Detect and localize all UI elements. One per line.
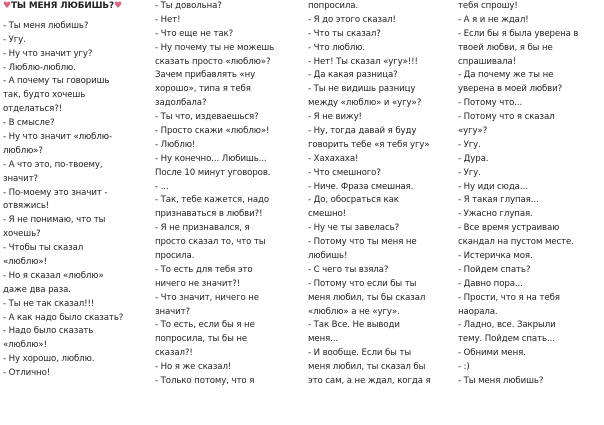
text-column-4 [458, 0, 604, 389]
dialogue-line: - Надо было сказать [3, 326, 94, 337]
dialogue-line: скандал на пустом месте. [458, 237, 574, 248]
dialogue-line: - Ниче. Фраза смешная. [308, 181, 414, 192]
dialogue-line: спрашивала! [458, 56, 516, 67]
dialogue-line: - Ты что, издеваешься? [155, 112, 259, 123]
dialogue-line: - Ну че ты завелась? [308, 223, 400, 234]
dialogue-line: - Ну конечно... Любишь... [155, 153, 267, 164]
dialogue-line: - Что значит, ничего не [155, 292, 259, 303]
dialogue-line: - Но я же сказал! [155, 362, 232, 373]
title-line [3, 0, 143, 14]
dialogue-line: - Ну что значит угу? [3, 48, 93, 59]
dialogue-line: между «люблю» и «угу»? [308, 98, 422, 109]
dialogue-line: - Потому что... [458, 98, 523, 109]
dialogue-line: - Угу. [458, 139, 481, 150]
dialogue-line: люблю»? [3, 145, 43, 156]
dialogue-line: - Только потому, что я [155, 376, 255, 387]
dialogue-line: - Так Все. Не выводи [308, 320, 400, 331]
dialogue-line: - Но я сказал «люблю» [3, 270, 104, 281]
dialogue-line: «угу»? [458, 126, 488, 137]
dialogue-line: - :) [458, 362, 470, 373]
dialogue-line: - Угу. [3, 34, 26, 45]
dialogue-line: - То есть для тебя это [155, 264, 253, 275]
dialogue-line: меня любил, ты сказал бы [308, 362, 426, 373]
dialogue-line: - Нет! Ты сказал «угу»!!! [308, 56, 418, 67]
dialogue-line: - Потому что ты меня не [308, 237, 417, 248]
dialogue-line: сказать просто «люблю»? [155, 56, 271, 67]
dialogue-line: тему. Пойдем спать... [458, 334, 555, 345]
dialogue-line: твоей любви, я бы не [458, 42, 553, 53]
dialogue-line: значит? [3, 173, 38, 184]
dialogue-line: - Истеричка моя. [458, 251, 533, 262]
heart-icon: ♥ [113, 1, 122, 11]
dialogue-line: хорошо», типа я тебя [155, 84, 251, 95]
dialogue-line: - Ну почему ты не можешь [155, 42, 275, 53]
dialogue-line: «люблю» а не «угу». [308, 306, 400, 317]
dialogue-line: - Хахахаха! [308, 153, 359, 164]
dialogue-line: - Если бы я была уверена в [458, 28, 579, 39]
dialogue-line: - Давно пора... [458, 278, 523, 289]
dialogue-line: «люблю»! [3, 257, 47, 268]
dialogue-line: - В смысле? [3, 118, 55, 129]
dialogue-line: - Я не понимаю, что ты [3, 215, 106, 226]
dialogue-line: - Потому что я сказал [458, 112, 555, 123]
dialogue-line: - Ну иди сюда... [458, 181, 528, 192]
dialogue-line: - Ладно, все. Закрыли [458, 320, 556, 331]
dialogue-line: После 10 минут уговоров. [155, 167, 271, 178]
dialogue-line: - Ужасно глупая. [458, 209, 533, 220]
dialogue-line: - Ты не видишь разницу [308, 84, 416, 95]
dialogue-line: - ... [155, 181, 169, 192]
dialogue-line: - Отлично! [3, 368, 51, 379]
dialogue-line: - Я до этого сказал! [308, 14, 396, 25]
dialogue-line: - Потому что если бы ты [308, 278, 417, 289]
dialogue-line: отделаться?! [3, 104, 63, 115]
dialogue-line: - А как надо было сказать? [3, 312, 124, 323]
text-column-2 [155, 0, 300, 389]
dialogue-line: это сам, а не ждал, когда я [308, 376, 431, 387]
dialogue-line: - Я не признавался, я [155, 223, 250, 234]
dialogue-line: - А я и не ждал! [458, 14, 529, 25]
dialogue-line: отвяжись! [3, 201, 50, 212]
dialogue-line: - С чего ты взяла? [308, 264, 389, 275]
dialogue-line: - Все время устраиваю [458, 223, 560, 234]
dialogue-line: - Ну, тогда давай я буду [308, 126, 417, 137]
dialogue-line: - Угу. [458, 167, 481, 178]
dialogue-line: говорить тебе «я тебя угу» [308, 139, 430, 150]
page-title: ТЫ МЕНЯ ЛЮБИШЬ? [10, 1, 114, 11]
dialogue-line: - Я такая глупая... [458, 195, 539, 206]
dialogue-line: - Ты меня любишь? [458, 376, 544, 387]
dialogue-line: - Ты довольна? [155, 1, 222, 11]
dialogue-line: - Ты не так сказал!!! [3, 298, 95, 309]
dialogue-line: признаваться в любви?! [155, 209, 263, 220]
text-column-1 [3, 0, 143, 381]
dialogue-line: меня любил, ты бы сказал [308, 292, 426, 303]
dialogue-line: - Люблю-люблю. [3, 62, 76, 73]
dialogue-line: - Я не вижу! [308, 112, 362, 123]
dialogue-line: попросила, ты бы не [155, 334, 248, 345]
dialogue-line: - Ну хорошо, люблю. [3, 354, 95, 365]
text-column-3 [308, 0, 453, 389]
dialogue-line: - Да какая разница? [308, 70, 398, 81]
dialogue-line: - И вообще. Если бы ты [308, 348, 412, 359]
heart-icon: ♥ [3, 1, 11, 11]
dialogue-line: сказал?! [155, 348, 193, 359]
dialogue-line: Зачем прибавлять «ну [155, 70, 256, 81]
dialogue-line: - До, обосраться как [308, 195, 399, 206]
dialogue-line: - Прости, что я на тебя [458, 292, 560, 303]
dialogue-line: хочешь? [3, 229, 41, 240]
dialogue-line: смешно! [308, 209, 346, 220]
dialogue-line: даже два раза. [3, 284, 71, 295]
dialogue-line: попросила. [308, 1, 359, 11]
dialogue-line: наорала. [458, 306, 498, 317]
dialogue-line: просто сказал то, что ты [155, 237, 266, 248]
dialogue-line: - Ну что значит «люблю- [3, 132, 112, 143]
dialogue-line: - Что ты сказал? [308, 28, 381, 39]
dialogue-line: - Да почему же ты не [458, 70, 554, 81]
dialogue-line: - Что еще не так? [155, 28, 234, 39]
dialogue-line: - Так, тебе кажется, надо [155, 195, 270, 206]
dialogue-line: уверена в моей любви? [458, 84, 563, 95]
dialogue-line: - Просто скажи «люблю»! [155, 126, 270, 137]
dialogue-line: просила. [155, 251, 195, 262]
dialogue-line: - Чтобы ты сказал [3, 243, 84, 254]
dialogue-line: «люблю»! [3, 340, 47, 351]
dialogue-line: любишь! [308, 251, 348, 262]
dialogue-line: так, будто хочешь [3, 90, 86, 101]
dialogue-line: ничего не значит?! [155, 278, 241, 289]
dialogue-line: - Люблю! [155, 139, 196, 150]
dialogue-line: задолбала? [155, 98, 207, 109]
dialogue-line: - Обними меня. [458, 348, 526, 359]
dialogue-line: - Ты меня любишь? [3, 20, 89, 31]
dialogue-line: - Дура. [458, 153, 489, 164]
dialogue-line: - Пойдем спать? [458, 264, 531, 275]
dialogue-line: значит? [155, 306, 190, 317]
dialogue-line: меня... [308, 334, 339, 345]
dialogue-line: - А почему ты говоришь [3, 76, 110, 87]
dialogue-line: - Нет! [155, 14, 181, 25]
dialogue-line: - А что это, по-твоему, [3, 159, 103, 170]
dialogue-line: - По-моему это значит - [3, 187, 108, 198]
dialogue-line: тебя спрошу! [458, 1, 518, 11]
dialogue-line: - Что люблю. [308, 42, 366, 53]
dialogue-line: - Что смешного? [308, 167, 381, 178]
dialogue-line: - То есть, если бы я не [155, 320, 255, 331]
